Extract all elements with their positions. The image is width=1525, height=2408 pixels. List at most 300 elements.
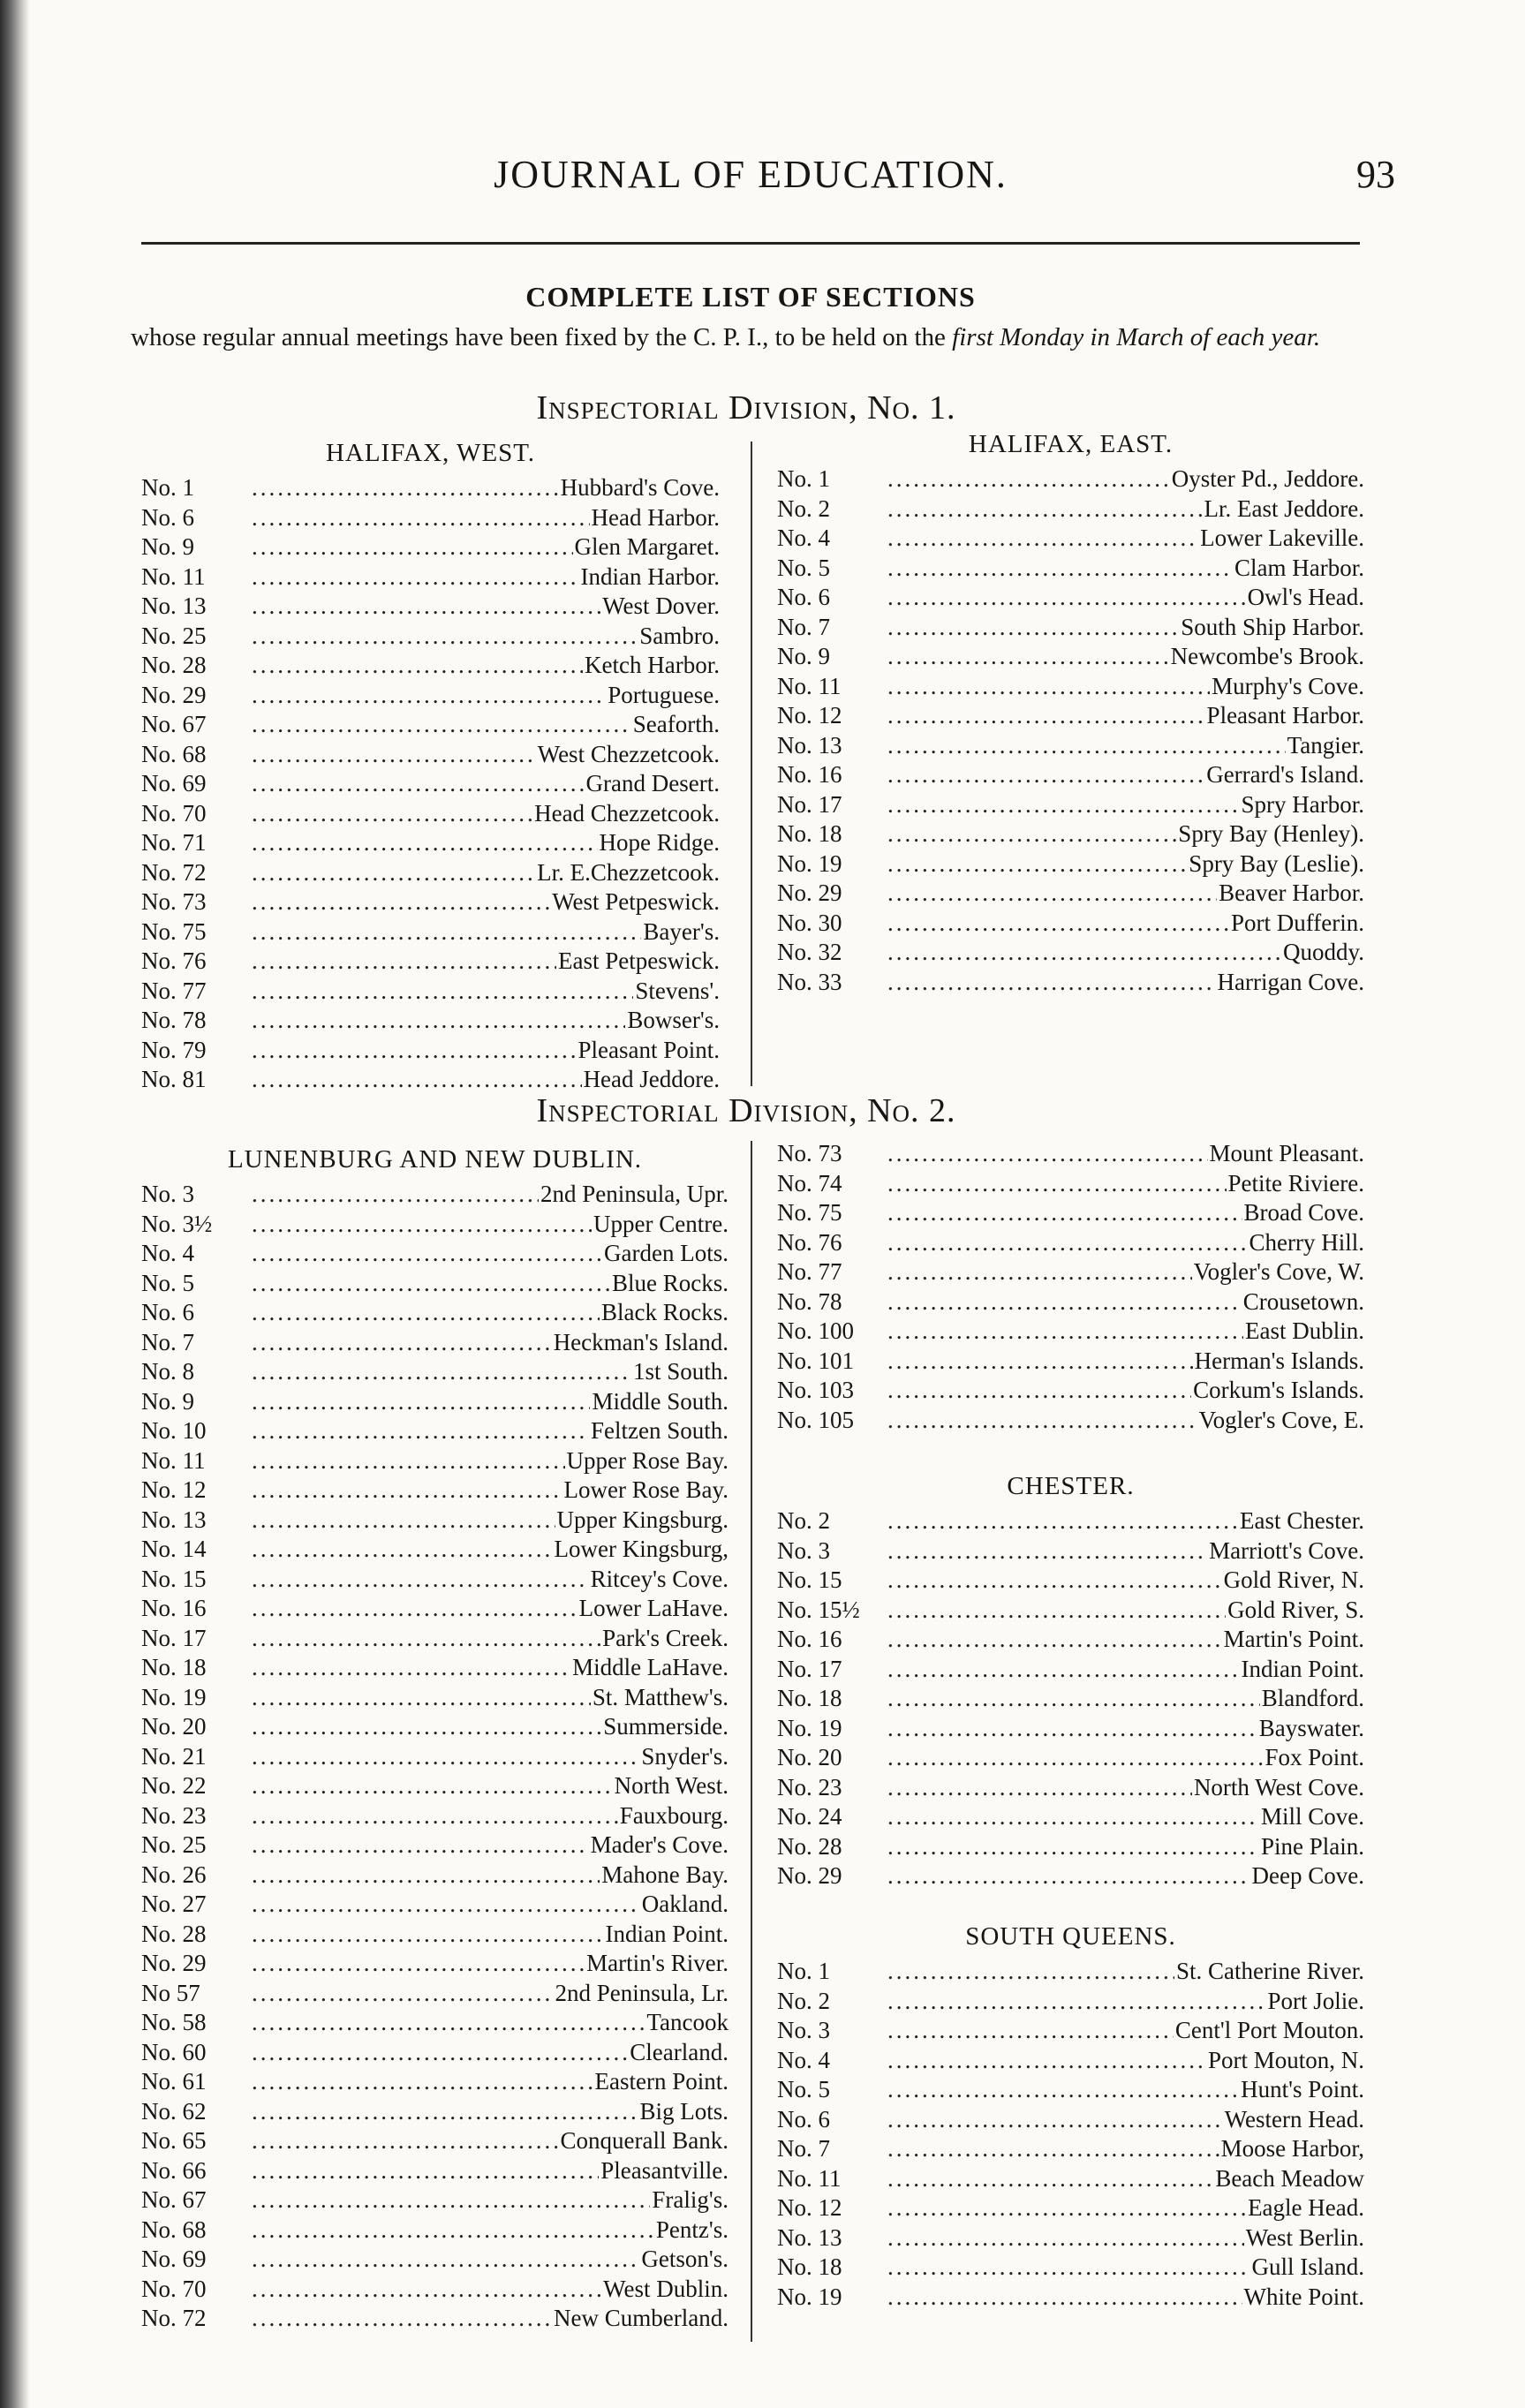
section-number: No. 77 <box>141 977 207 1004</box>
section-number: No. 29 <box>141 681 207 708</box>
dot-leader <box>252 1446 565 1476</box>
dot-leader <box>252 2245 639 2275</box>
section-number: No. 11 <box>777 2164 842 2192</box>
section-entry <box>777 524 1364 554</box>
section-place-name: 1st South. <box>632 1358 729 1385</box>
section-number: No. 18 <box>141 1654 207 1680</box>
dot-leader <box>252 1653 570 1683</box>
section-place-name: Grand Desert. <box>585 770 720 796</box>
section-place-name: Garden Lots. <box>604 1240 729 1266</box>
section-number: No. 19 <box>777 849 842 877</box>
section-chester <box>777 1466 1364 1891</box>
dot-leader <box>887 731 1286 761</box>
section-entry <box>777 701 1364 731</box>
section-entry <box>141 1239 729 1269</box>
section-entry <box>141 947 720 977</box>
section-place-name: Tangier. <box>1287 731 1364 759</box>
section-entry <box>777 1832 1364 1862</box>
section-place-name: Lower Lakeville. <box>1200 525 1364 551</box>
section-place-name: 2nd Peninsula, Lr. <box>555 1979 729 2006</box>
section-entry <box>141 1269 729 1299</box>
dot-leader <box>252 2156 599 2186</box>
dot-leader <box>887 2105 1223 2135</box>
section-number: No. 69 <box>141 770 207 796</box>
dot-leader <box>887 642 1169 672</box>
section-place-name: Spry Bay (Leslie). <box>1189 849 1364 877</box>
section-place-name: Petite Riviere. <box>1227 1169 1364 1196</box>
entry-list <box>777 1139 1364 1435</box>
section-lunenburg-continued <box>777 1139 1364 1435</box>
dot-leader <box>887 1287 1242 1317</box>
section-south-queens <box>777 1916 1364 2312</box>
section-number: No. 20 <box>777 1744 842 1770</box>
section-place-name: West Petpeswick. <box>552 888 720 915</box>
section-entry <box>141 917 720 947</box>
section-halifax-west <box>141 433 720 1095</box>
intro-emphasis: first Monday in March of each year. <box>952 323 1321 351</box>
section-entry <box>777 1536 1364 1566</box>
dot-leader <box>887 2223 1244 2253</box>
entry-list <box>777 1957 1364 2312</box>
section-entry <box>141 1920 729 1950</box>
section-number: No. 18 <box>777 1685 842 1711</box>
section-number: No. 13 <box>777 2223 842 2251</box>
dot-leader <box>252 2038 628 2068</box>
dot-leader <box>887 1743 1263 1773</box>
dot-leader <box>887 1169 1227 1199</box>
section-number: No. 13 <box>141 593 207 619</box>
section-place-name: Bayer's. <box>643 917 720 945</box>
dot-leader <box>252 2008 645 2038</box>
section-place-name: Blue Rocks. <box>612 1269 729 1296</box>
dot-leader <box>887 760 1204 790</box>
section-heading-south-queens: SOUTH QUEENS. <box>965 1922 1176 1951</box>
section-place-name: Head Jeddore. <box>583 1066 720 1092</box>
section-entry <box>141 1476 729 1506</box>
dot-leader <box>887 1198 1242 1228</box>
dot-leader <box>887 1139 1208 1169</box>
section-entry <box>777 583 1364 613</box>
dot-leader <box>252 1036 577 1066</box>
dot-leader <box>887 2016 1174 2046</box>
dot-leader <box>252 1298 600 1328</box>
dot-leader <box>252 1624 600 1654</box>
dot-leader <box>887 464 1170 494</box>
section-place-name: Middle South. <box>592 1387 729 1415</box>
section-number: No. 33 <box>777 968 842 995</box>
section-number: No. 74 <box>777 1169 842 1196</box>
section-entry <box>141 1387 729 1417</box>
dot-leader <box>252 1594 578 1624</box>
section-number: No. 13 <box>777 731 842 759</box>
dot-leader <box>252 1979 554 2009</box>
section-heading-chester: CHESTER. <box>1007 1472 1135 1500</box>
division-1-heading: Inspectorial Division, No. 1. <box>536 389 956 426</box>
section-number: No. 68 <box>141 740 207 767</box>
section-number: No. 5 <box>141 1269 194 1296</box>
section-place-name: Broad Cove. <box>1243 1199 1364 1226</box>
section-place-name: Fralig's. <box>652 2186 729 2213</box>
section-number: No. 69 <box>141 2246 207 2272</box>
dot-leader <box>252 1210 592 1240</box>
section-place-name: St. Matthew's. <box>592 1683 729 1710</box>
dot-leader <box>887 2253 1250 2283</box>
section-entry <box>777 879 1364 909</box>
section-entry <box>141 1653 729 1683</box>
section-place-name: Vogler's Cove, E. <box>1198 1406 1364 1433</box>
section-number: No. 76 <box>777 1228 842 1256</box>
dot-leader <box>252 681 606 711</box>
section-place-name: West Berlin. <box>1245 2223 1364 2251</box>
section-number: No. 7 <box>141 1328 194 1355</box>
section-place-name: Indian Point. <box>605 1920 729 1947</box>
section-halifax-east <box>777 424 1364 997</box>
section-number: No. 61 <box>141 2068 207 2095</box>
section-entry <box>777 1714 1364 1744</box>
section-number: No. 6 <box>141 503 194 531</box>
section-entry <box>141 1357 729 1387</box>
section-number: No. 19 <box>777 1714 842 1741</box>
section-place-name: Indian Point. <box>1241 1655 1364 1682</box>
section-number: No. 78 <box>777 1287 842 1315</box>
section-entry <box>141 769 720 799</box>
section-place-name: Port Jolie. <box>1267 1987 1364 2014</box>
dot-leader <box>887 672 1210 702</box>
dot-leader <box>887 790 1240 820</box>
section-place-name: East Dublin. <box>1245 1317 1364 1344</box>
section-number: No. 16 <box>777 1626 842 1652</box>
column-rule-1 <box>751 442 752 1086</box>
section-entry <box>777 849 1364 879</box>
section-entry <box>777 554 1364 584</box>
dot-leader <box>887 1228 1248 1258</box>
section-place-name: West Dublin. <box>603 2275 729 2302</box>
section-number: No. 76 <box>141 947 207 974</box>
dot-leader <box>887 1684 1260 1714</box>
section-number: No. 18 <box>777 2253 842 2280</box>
section-entry <box>777 1743 1364 1773</box>
section-place-name: Gull Island. <box>1251 2253 1364 2280</box>
section-entry <box>141 2216 729 2246</box>
section-entry <box>141 1006 720 1036</box>
dot-leader <box>887 1347 1193 1377</box>
section-place-name: Lower Kingsburg, <box>554 1536 729 1562</box>
entry-list <box>141 1180 729 2334</box>
section-entry <box>141 2038 729 2068</box>
dot-leader <box>252 1180 539 1210</box>
section-entry <box>141 1446 729 1476</box>
section-entry <box>777 1566 1364 1596</box>
section-entry <box>777 613 1364 643</box>
section-entry <box>777 642 1364 672</box>
section-entry <box>141 681 720 711</box>
section-place-name: Owl's Head. <box>1247 584 1364 610</box>
section-number: No. 3 <box>141 1181 194 1207</box>
section-entry <box>141 1328 729 1358</box>
dot-leader <box>252 1920 604 1950</box>
section-place-name: Hope Ridge. <box>599 829 720 856</box>
dot-leader <box>887 1802 1259 1832</box>
section-entry <box>141 1065 720 1095</box>
section-place-name: Mill Cove. <box>1260 1803 1364 1830</box>
section-entry <box>141 1712 729 1742</box>
section-place-name: Blandford. <box>1261 1685 1364 1711</box>
section-number: No. 11 <box>141 562 206 590</box>
dot-leader <box>252 2097 638 2127</box>
section-entry <box>141 2067 729 2097</box>
section-number: No. 15 <box>141 1565 207 1592</box>
dot-leader <box>887 968 1216 998</box>
section-number: No. 17 <box>777 790 842 818</box>
section-entry <box>777 1802 1364 1832</box>
section-entry <box>777 2283 1364 2313</box>
section-entry <box>141 977 720 1007</box>
section-entry <box>141 473 720 503</box>
dot-leader <box>252 1416 589 1446</box>
section-number: No. 12 <box>777 2194 842 2221</box>
section-place-name: Clearland. <box>630 2038 729 2065</box>
section-entry <box>141 2304 729 2334</box>
section-number: No. 21 <box>141 1742 207 1770</box>
section-number: No. 58 <box>141 2009 207 2035</box>
section-entry <box>777 1625 1364 1655</box>
section-number: No. 32 <box>777 939 842 965</box>
section-number: No. 14 <box>141 1536 207 1562</box>
section-entry <box>141 2245 729 2275</box>
section-number: No. 6 <box>141 1299 194 1325</box>
section-entry <box>777 672 1364 702</box>
section-entry <box>141 2008 729 2038</box>
section-number: No. 72 <box>141 858 207 886</box>
dot-leader <box>252 1861 600 1891</box>
section-entry <box>777 938 1364 968</box>
section-entry <box>777 1287 1364 1317</box>
section-place-name: Seaforth. <box>632 711 720 737</box>
dot-leader <box>887 1317 1243 1347</box>
dot-leader <box>887 2046 1206 2076</box>
entry-list <box>777 464 1364 997</box>
dot-leader <box>887 1773 1192 1803</box>
dot-leader <box>252 1357 631 1387</box>
section-place-name: Beaver Harbor. <box>1219 879 1364 906</box>
section-number: No. 67 <box>141 2186 207 2213</box>
section-number: No. 30 <box>777 909 842 936</box>
dot-leader <box>887 1832 1259 1862</box>
dot-leader <box>252 473 559 503</box>
section-place-name: Beach Meadow <box>1215 2164 1364 2192</box>
section-place-name: Herman's Islands. <box>1194 1347 1364 1374</box>
section-place-name: Upper Kingsburg. <box>556 1506 729 1533</box>
section-place-name: South Ship Harbor. <box>1181 613 1364 640</box>
dot-leader <box>252 1239 602 1269</box>
dot-leader <box>252 828 598 858</box>
section-place-name: Murphy's Cove. <box>1212 672 1364 699</box>
section-number: No. 6 <box>777 2105 830 2132</box>
section-place-name: Park's Creek. <box>602 1624 729 1651</box>
dot-leader <box>252 1506 555 1536</box>
section-number: No. 73 <box>141 888 207 915</box>
section-number: No. 22 <box>141 1772 207 1799</box>
section-entry <box>777 2164 1364 2194</box>
section-entry <box>777 1376 1364 1406</box>
section-number: No. 8 <box>141 1358 194 1385</box>
section-place-name: Head Harbor. <box>591 503 720 531</box>
section-number: No. 16 <box>777 761 842 788</box>
dot-leader <box>252 532 573 562</box>
section-place-name: Marriott's Cove. <box>1209 1536 1364 1564</box>
section-entry <box>141 622 720 652</box>
section-number: No. 101 <box>777 1347 854 1374</box>
section-number: No. 27 <box>141 1891 207 1917</box>
section-place-name: Port Mouton, N. <box>1207 2046 1364 2073</box>
dot-leader <box>252 562 579 593</box>
section-number: No. 70 <box>141 799 207 827</box>
dot-leader <box>252 977 633 1007</box>
section-place-name: Corkum's Islands. <box>1193 1377 1364 1403</box>
section-entry <box>141 651 720 681</box>
dot-leader <box>887 524 1198 554</box>
section-entry <box>777 2105 1364 2135</box>
section-place-name: Cherry Hill. <box>1249 1228 1364 1256</box>
section-entry <box>141 2097 729 2127</box>
section-entry <box>777 1957 1364 1987</box>
section-number: No. 77 <box>777 1258 842 1285</box>
dot-leader <box>887 613 1179 643</box>
dot-leader <box>252 740 536 770</box>
dot-leader <box>252 592 600 622</box>
section-entry <box>141 1979 729 2009</box>
section-entry <box>141 1831 729 1861</box>
dot-leader <box>887 1714 1257 1744</box>
section-number: No. 28 <box>141 1920 207 1947</box>
dot-leader <box>252 651 583 681</box>
section-entry <box>141 740 720 770</box>
section-number: No. 11 <box>141 1446 206 1474</box>
section-number: No. 2 <box>777 1507 830 1534</box>
dot-leader <box>252 1801 618 1831</box>
section-place-name: Heckman's Island. <box>553 1328 729 1355</box>
section-number: No. 3 <box>777 1536 830 1564</box>
section-entry <box>141 1210 729 1240</box>
dot-leader <box>252 1712 601 1742</box>
section-place-name: Mount Pleasant. <box>1209 1140 1364 1166</box>
section-number: No. 2 <box>777 494 830 522</box>
section-entry <box>141 2185 729 2216</box>
section-place-name: Middle LaHave. <box>572 1654 729 1680</box>
section-heading-halifax-west: HALIFAX, WEST. <box>325 439 536 467</box>
section-place-name: Spry Harbor. <box>1241 790 1364 818</box>
dot-leader <box>252 1949 585 1979</box>
dot-leader <box>252 1742 639 1772</box>
section-place-name: Getson's. <box>641 2246 729 2272</box>
section-entry <box>777 1198 1364 1228</box>
section-entry <box>777 2223 1364 2253</box>
section-place-name: Fauxbourg. <box>619 1801 729 1829</box>
section-number: No. 12 <box>141 1476 207 1503</box>
section-number: No. 72 <box>141 2305 207 2331</box>
section-place-name: Pleasantville. <box>600 2156 729 2184</box>
section-place-name: Quoddy. <box>1283 939 1364 965</box>
section-number: No. 70 <box>141 2275 207 2302</box>
running-title: JOURNAL OF EDUCATION. <box>494 153 1008 196</box>
section-entry <box>141 828 720 858</box>
dot-leader <box>252 1683 591 1713</box>
section-place-name: Port Dufferin. <box>1231 909 1364 936</box>
dot-leader <box>887 1987 1265 2017</box>
section-entry <box>777 2193 1364 2223</box>
section-entry <box>777 1257 1364 1287</box>
section-place-name: Spry Bay (Henley). <box>1178 820 1364 847</box>
section-number: No. 26 <box>141 1861 207 1888</box>
dot-leader <box>252 2185 650 2216</box>
section-entry <box>141 799 720 829</box>
section-entry <box>141 503 720 533</box>
section-entry <box>141 562 720 593</box>
section-number: No. 79 <box>141 1036 207 1063</box>
section-place-name: Upper Rose Bay. <box>566 1446 729 1474</box>
dot-leader <box>887 819 1176 849</box>
section-number: No. 71 <box>141 829 207 856</box>
section-entry <box>141 1949 729 1979</box>
section-entry <box>777 2016 1364 2046</box>
section-entry <box>141 1683 729 1713</box>
section-entry <box>141 1771 729 1801</box>
section-entry <box>777 1596 1364 1626</box>
dot-leader <box>887 1376 1191 1406</box>
dot-leader <box>887 2164 1213 2194</box>
section-number: No. 3 <box>777 2017 830 2043</box>
section-entry <box>141 1861 729 1891</box>
section-entry <box>777 790 1364 820</box>
section-place-name: Newcombe's Brook. <box>1170 643 1364 669</box>
entry-list <box>777 1506 1364 1891</box>
section-place-name: Crousetown. <box>1242 1287 1364 1315</box>
scanned-page-edge <box>0 0 30 2408</box>
dot-leader <box>252 1565 589 1595</box>
section-number: No. 24 <box>777 1803 842 1830</box>
section-entry <box>777 1861 1364 1891</box>
section-place-name: Lower Rose Bay. <box>563 1476 729 1503</box>
section-entry <box>777 819 1364 849</box>
section-place-name: Ketch Harbor. <box>585 652 720 678</box>
division-2-heading: Inspectorial Division, No. 2. <box>536 1092 956 1129</box>
dot-leader <box>887 1957 1174 1987</box>
section-entry <box>141 2126 729 2156</box>
section-number: No. 4 <box>777 525 830 551</box>
dot-leader <box>887 909 1229 939</box>
section-place-name: Big Lots. <box>639 2097 729 2125</box>
section-entry <box>777 1684 1364 1714</box>
section-place-name: Eagle Head. <box>1248 2194 1364 2221</box>
section-place-name: Moose Harbor, <box>1220 2135 1364 2162</box>
section-place-name: Oakland. <box>641 1891 729 1917</box>
section-place-name: White Point. <box>1243 2283 1364 2310</box>
section-entry <box>141 532 720 562</box>
section-entry <box>777 1655 1364 1685</box>
section-number: No. 4 <box>141 1240 194 1266</box>
section-number: No. 25 <box>141 1831 207 1858</box>
dot-leader <box>252 1831 589 1861</box>
section-entry <box>777 1406 1364 1436</box>
section-number: No. 2 <box>777 1987 830 2014</box>
section-place-name: Mahone Bay. <box>601 1861 729 1888</box>
dot-leader <box>887 879 1217 909</box>
dot-leader <box>252 1476 562 1506</box>
section-entry <box>141 710 720 740</box>
section-place-name: West Dover. <box>602 593 720 619</box>
dot-leader <box>887 1566 1222 1596</box>
section-place-name: Pentz's. <box>655 2216 729 2243</box>
